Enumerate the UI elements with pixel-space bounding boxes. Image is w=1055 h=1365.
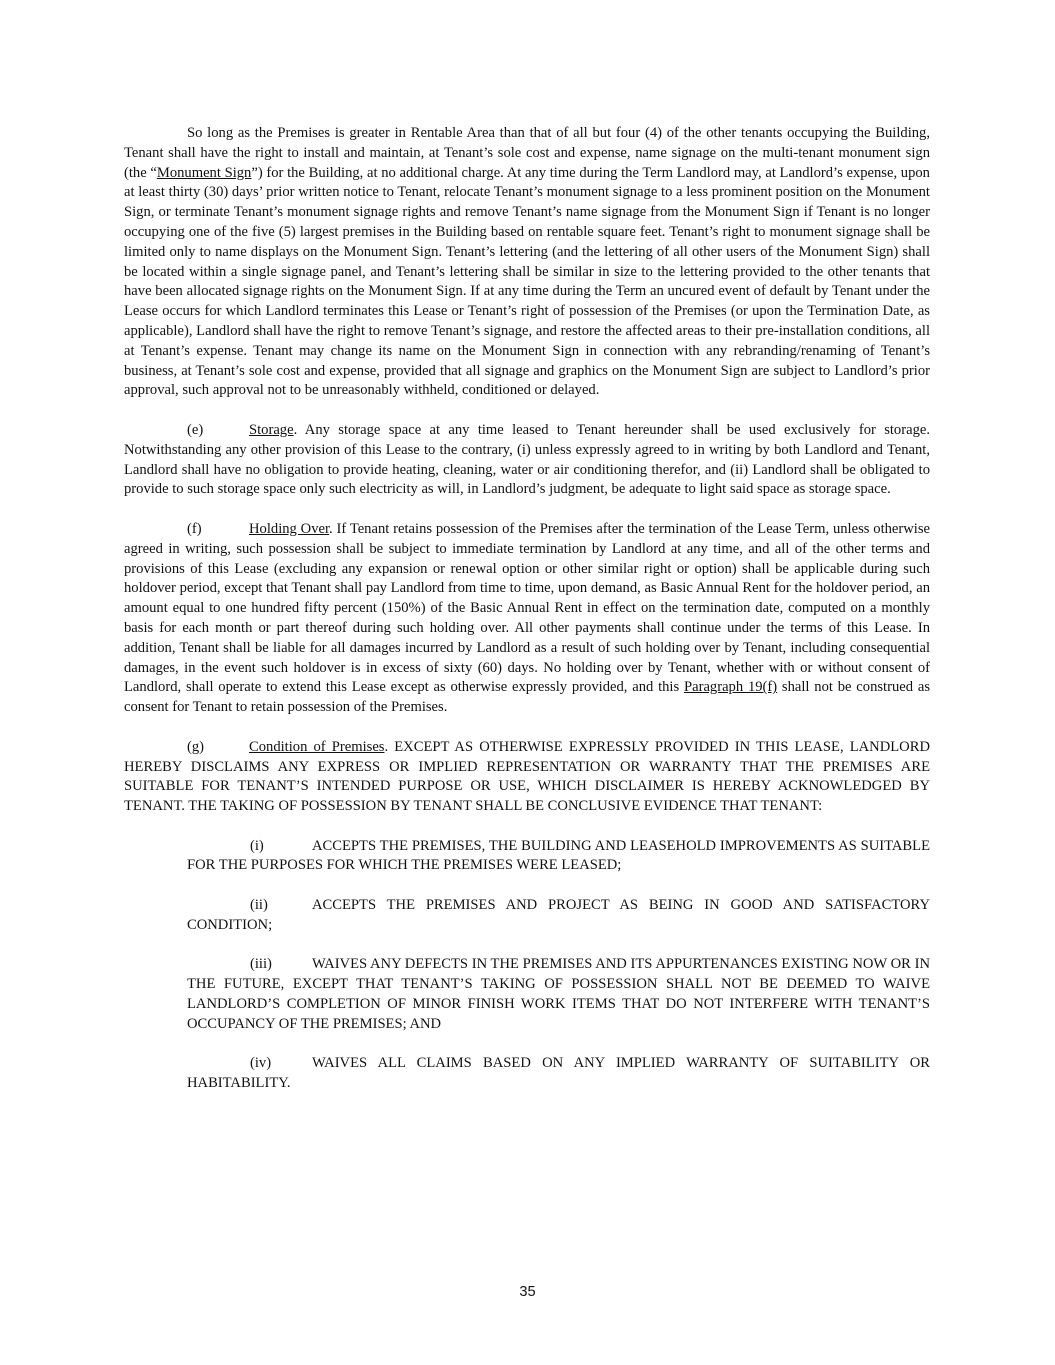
signage-text-post: ”) for the Building, at no additional charge. At any time during the Term Landlord may, at Landlord’s expense, upon at least thirty (30) days’ prior written notice to Tenant, relocate Tenant’s monument signage to a less prominent position on the Monument Sign, or terminate Tenant’s monument signage rights and remove Tenant’s name signage from the Monument Sign if Tenant is no longer occupying one of the five (5) largest premises in the Building based on rentable square feet. Tenant’s right to monument signage shall be limited only to name displays on the Monument Sign. Tenant’s lettering (and the lettering of all other users of the Monument Sign) shall be located within a single signage panel, and Tenant’s lettering shall be similar in size to the lettering provided to the other tenants that have been allocated signage rights on the Monument Sign. If at any time during the Term an uncured event of default by Tenant under the Lease occurs for which Landlord terminates this Lease or Tenant’s right of possession of the Premises (or upon the Termination Date, as applicable), Landlord shall have the right to remove Tenant’s signage, and restore the affected areas to their pre-installation conditions, all at Tenant’s expense. Tenant may change its name on the Monument Sign in connection with any rebranding/renaming of Tenant’s business, at Tenant’s sole cost and expense, provided that all signage and graphics on the Monument Sign are subject to Landlord’s prior approval, such approval not to be unreasonably withheld, conditioned or delayed. bbox=[124, 164, 930, 399]
condition-paragraph bbox=[124, 738, 930, 817]
holding-over-label: (f) bbox=[187, 520, 202, 537]
holding-over-tail: shall not be construed as consent for Tenant to retain possession of the Premises. bbox=[124, 679, 930, 716]
monument-sign-term: Monument Sign bbox=[156, 164, 252, 181]
list-item-label: (ii) bbox=[250, 897, 268, 914]
list-item-content bbox=[187, 1054, 930, 1094]
storage-label: (e) bbox=[187, 421, 204, 438]
condition-label: (g) bbox=[187, 738, 205, 755]
list-item-text: ACCEPTS THE PREMISES AND PROJECT AS BEING IN GOOD AND SATISFACTORY CONDITION; bbox=[187, 897, 930, 933]
list-item-text: ACCEPTS THE PREMISES, THE BUILDING AND LEASEHOLD IMPROVEMENTS AS SUITABLE FOR THE PURPOSES FOR WHICH THE PREMISES WERE LEASED; bbox=[187, 837, 930, 874]
list-item bbox=[124, 837, 930, 877]
list-item bbox=[124, 896, 930, 936]
list-item-label: (i) bbox=[250, 837, 264, 854]
list-item bbox=[124, 1054, 930, 1094]
holding-over-paragraph bbox=[124, 520, 930, 718]
list-item bbox=[124, 955, 930, 1034]
storage-heading: Storage bbox=[249, 421, 294, 438]
document-body bbox=[124, 124, 930, 1114]
list-item-label: (iv) bbox=[250, 1055, 272, 1072]
paragraph-reference: Paragraph 19(f) bbox=[683, 679, 778, 696]
list-item-content bbox=[187, 896, 930, 936]
list-item-label: (iii) bbox=[250, 956, 272, 973]
list-item-text: WAIVES ANY DEFECTS IN THE PREMISES AND ITS APPURTENANCES EXISTING NOW OR IN THE FUTURE, EXCEPT THAT TENANT’S TAKING OF POSSESSION SHALL NOT BE DEEMED TO WAIVE LANDLORD’S COMPLETION OF MINOR FINISH WORK ITEMS THAT DO NOT INTERFERE WITH TENANT’S OCCUPANCY OF THE PREMISES; AND bbox=[187, 956, 930, 1032]
condition-heading: Condition of Premises bbox=[249, 738, 385, 755]
condition-body: . EXCEPT AS OTHERWISE EXPRESSLY PROVIDED IN THIS LEASE, LANDLORD HEREBY DISCLAIMS ANY EXPRESS OR IMPLIED REPRESENTATION OR WARRANTY THAT THE PREMISES ARE SUITABLE FOR TENANT’S INTENDED PURPOSE OR USE, WHICH DISCLAIMER IS HEREBY ACKNOWLEDGED BY TENANT. THE TAKING OF POSSESSION BY TENANT SHALL BE CONCLUSIVE EVIDENCE THAT TENANT: bbox=[124, 738, 930, 815]
monument-signage-paragraph bbox=[124, 124, 930, 401]
storage-body: . Any storage space at any time leased to Tenant hereunder shall be used exclusively for storage. Notwithstanding any other provision of this Lease to the contrary, (i) unless expressly agreed to in writing by both Landlord and Tenant, Landlord shall have no obligation to provide heating, cleaning, water or air conditioning therefor, and (ii) Landlord shall be obligated to provide to such storage space only such electricity as will, in Landlord’s judgment, be adequate to light said space as storage space. bbox=[124, 421, 930, 498]
holding-over-body: . If Tenant retains possession of the Premises after the termination of the Lease Term, unless otherwise agreed in writing, such possession shall be subject to immediate termination by Landlord at any time, and all of the other terms and provisions of this Lease (excluding any expansion or renewal option or other similar right or option) shall be applicable during such holdover period, except that Tenant shall pay Landlord from time to time, upon demand, as Basic Annual Rent for the holdover period, an amount equal to one hundred fifty percent (150%) of the Basic Annual Rent in effect on the termination date, computed on a monthly basis for each month or part thereof during such holding over. All other payments shall continue under the terms of this Lease. In addition, Tenant shall be liable for all damages incurred by Landlord as a result of such holding over by Tenant, including consequential damages, in the event such holdover is in excess of sixty (60) days. No holding over by Tenant, whether with or without consent of Landlord, shall operate to extend this Lease except as otherwise expressly provided, and this bbox=[124, 520, 931, 696]
list-item-content bbox=[187, 955, 930, 1034]
list-item-text: WAIVES ALL CLAIMS BASED ON ANY IMPLIED WARRANTY OF SUITABILITY OR HABITABILITY. bbox=[187, 1055, 930, 1092]
list-item-content bbox=[187, 837, 930, 877]
holding-over-heading: Holding Over bbox=[249, 520, 330, 537]
page-number: 35 bbox=[519, 1284, 536, 1300]
storage-paragraph bbox=[124, 421, 930, 500]
signage-text-pre: So long as the Premises is greater in Rentable Area than that of all but four (4) of the other tenants occupying the Building, Tenant shall have the right to install and maintain, at Tenant’s sole cost and expense, name signage on the multi-tenant monument sign (the “ bbox=[124, 125, 930, 181]
